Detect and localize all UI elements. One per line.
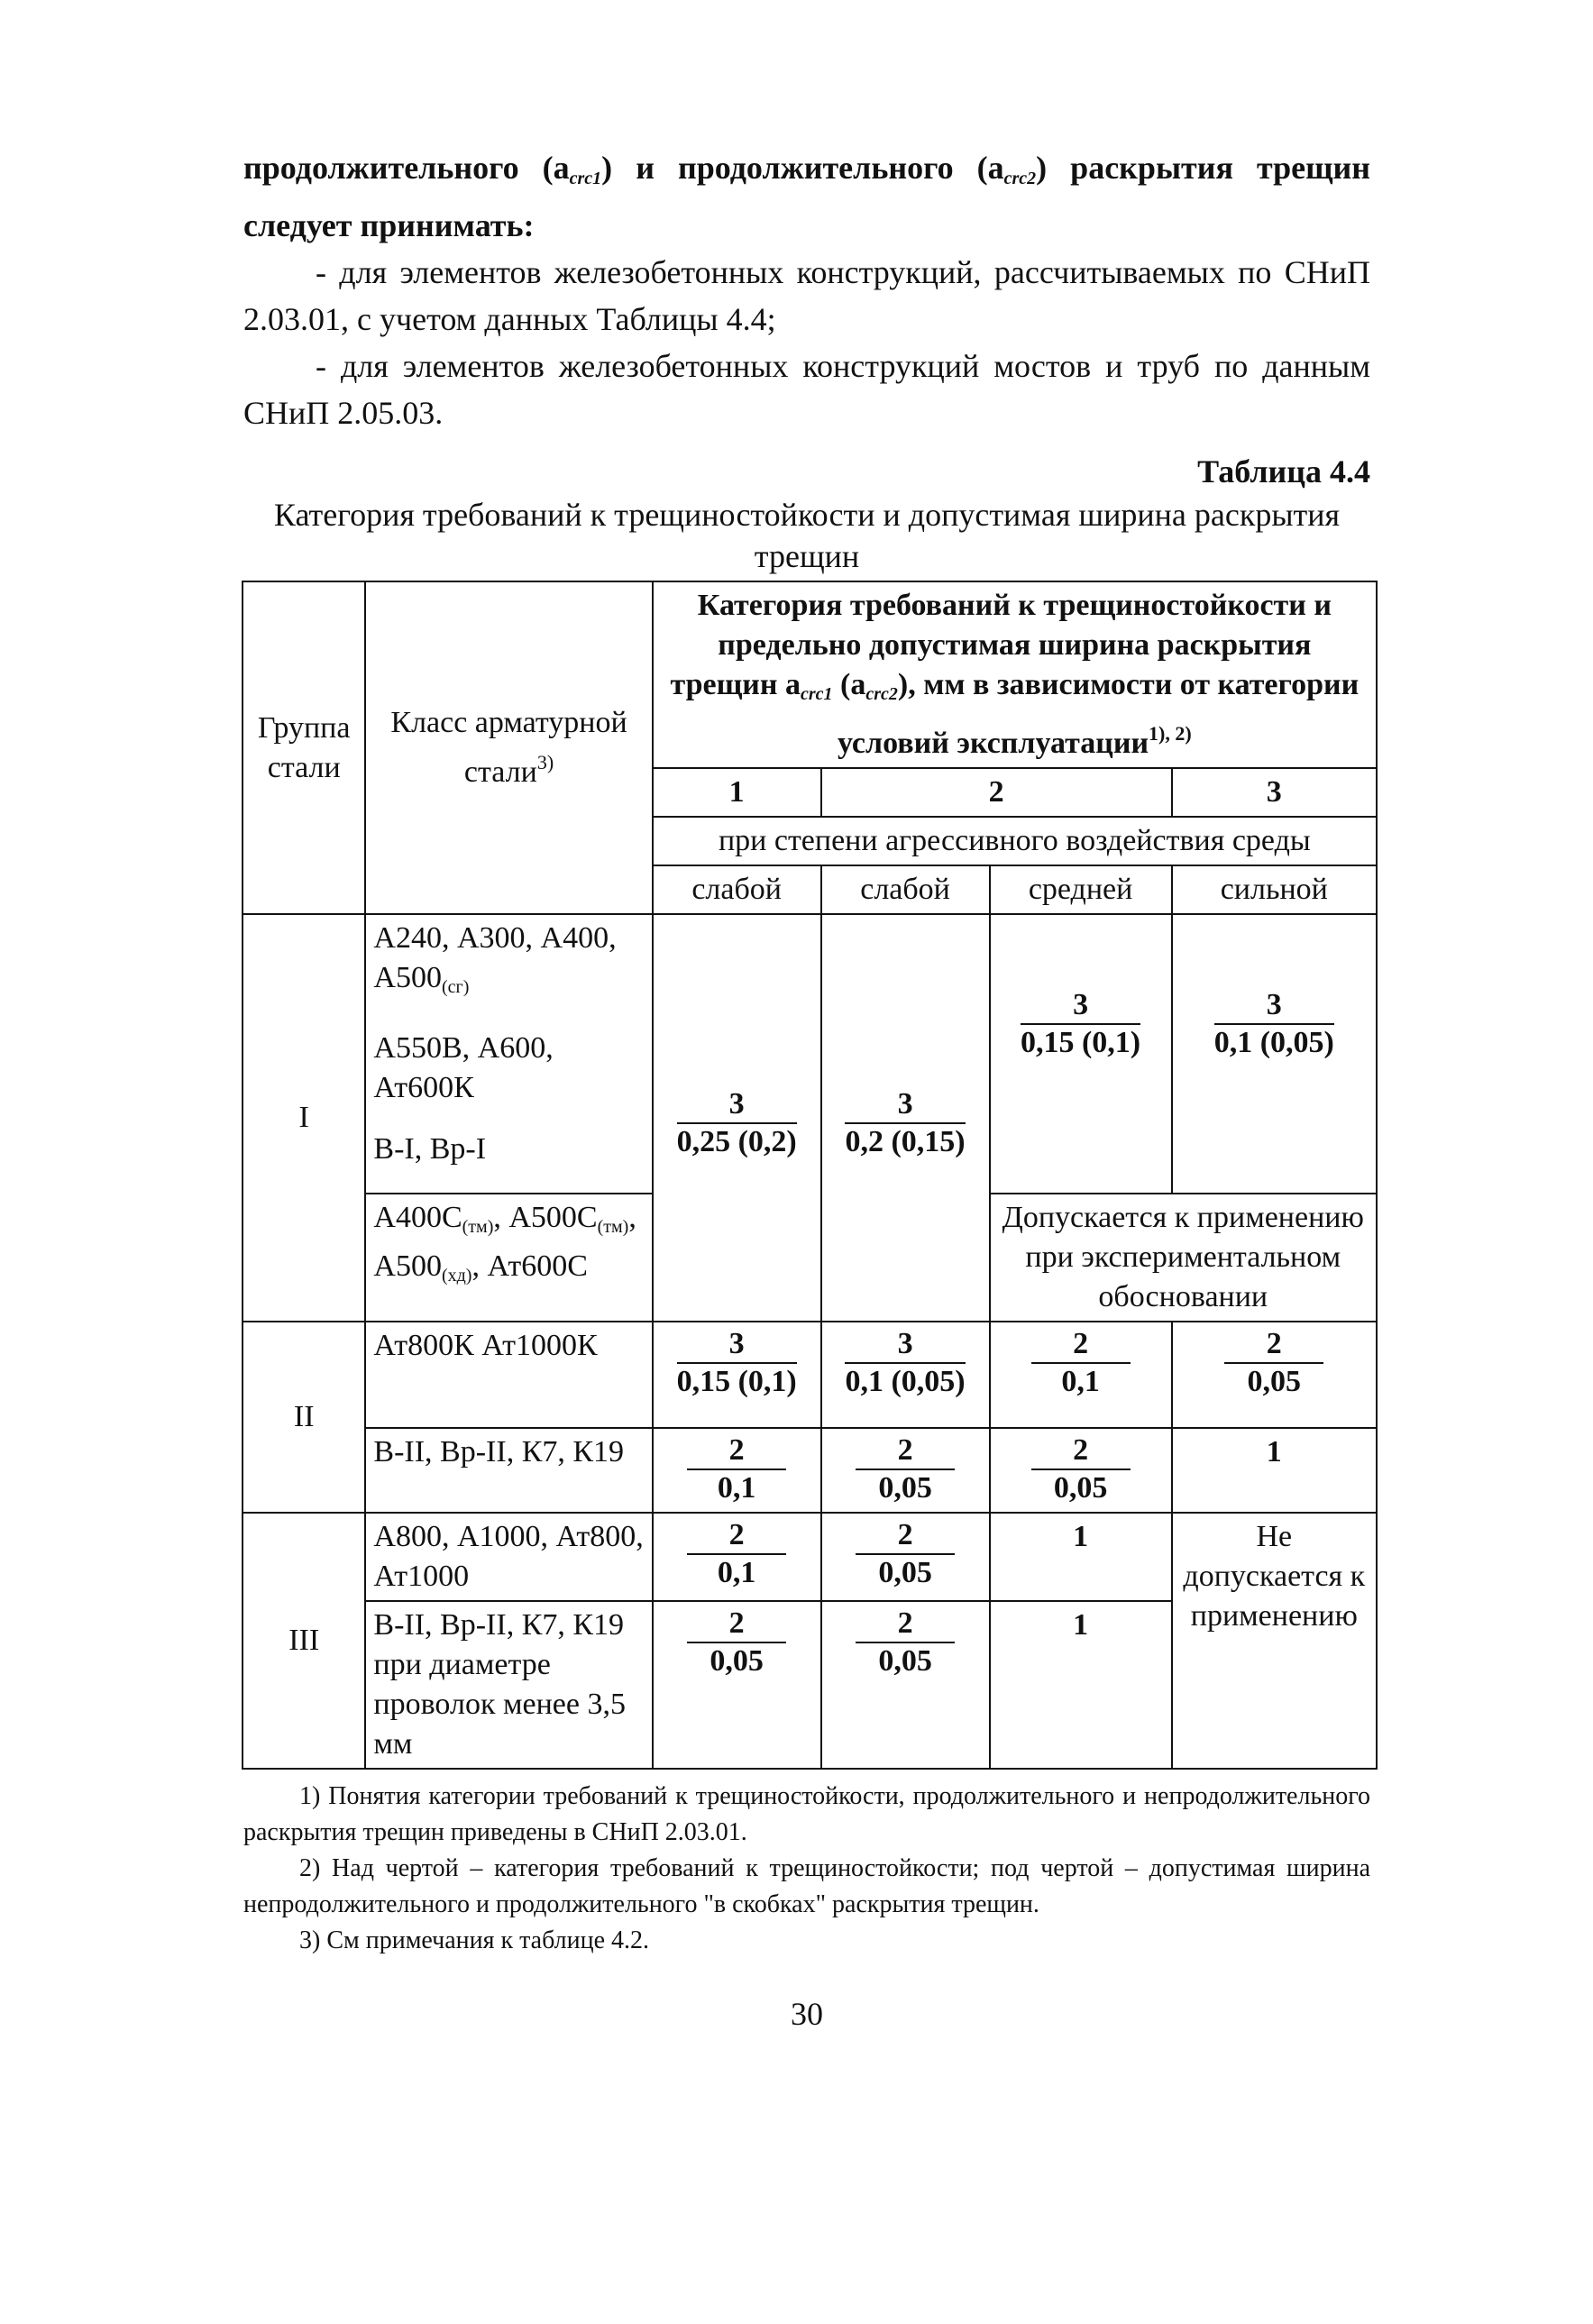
class-item xyxy=(373,919,644,1007)
condition-1: 1 xyxy=(653,768,821,817)
fraction xyxy=(687,1432,786,1506)
fraction-numerator: 2 xyxy=(687,1432,786,1470)
value-cell xyxy=(821,914,990,1322)
table-row xyxy=(243,914,1377,1194)
header-steel-group: Группа стали xyxy=(243,581,365,914)
fraction-denominator: 0,05 xyxy=(878,1644,932,1678)
subscript: (хд) xyxy=(441,1266,472,1286)
fraction-denominator: 0,05 xyxy=(1247,1365,1302,1398)
table-label: Таблица 4.4 xyxy=(1197,453,1370,490)
fraction xyxy=(856,1517,955,1591)
intro-paragraph xyxy=(243,144,1370,249)
subscript: crc2 xyxy=(865,684,898,704)
fraction-numerator: 3 xyxy=(845,1326,965,1364)
fraction xyxy=(1031,1432,1131,1506)
fraction-denominator: 0,05 xyxy=(1053,1471,1108,1505)
degree-1: слабой xyxy=(653,865,821,914)
value-cell xyxy=(990,914,1172,1194)
aggression-header: при степени агрессивного воздействия среды xyxy=(653,817,1377,865)
subscript: (сг) xyxy=(441,977,470,997)
fraction xyxy=(677,1326,797,1400)
table-row xyxy=(243,1513,1377,1601)
value-cell: 1 xyxy=(990,1601,1172,1769)
header-category-text: Категория требований к трещиностойкости и предельно допустимая ширина раскрытия трещин a xyxy=(670,589,1332,701)
fraction-numerator: 2 xyxy=(1224,1326,1323,1364)
fraction xyxy=(1021,987,1140,1061)
not-allowed-cell: Не допускается к применению xyxy=(1172,1513,1377,1769)
intro-text-part: продолжительного (a xyxy=(243,150,570,186)
fraction-denominator: 0,05 xyxy=(710,1644,764,1678)
degree-3: средней xyxy=(990,865,1172,914)
fraction-denominator: 0,2 (0,15) xyxy=(845,1125,966,1158)
fraction xyxy=(687,1517,786,1591)
fraction-numerator: 3 xyxy=(677,1326,797,1364)
value-cell xyxy=(1172,914,1377,1194)
value-cell xyxy=(653,1601,821,1769)
class-text: А240, А300, А400, А500 xyxy=(373,921,617,994)
fraction xyxy=(845,1086,965,1160)
header-category-text: ), мм в зависимости от категории условий эксплуатации xyxy=(837,668,1360,760)
header-category-text: (a xyxy=(832,668,866,701)
class-item: А550В, А600, Ат600К xyxy=(373,1031,554,1104)
value-cell: 1 xyxy=(990,1513,1172,1601)
document-page xyxy=(243,144,1370,2033)
value-cell xyxy=(653,1428,821,1513)
intro-item-2: - для элементов железобетонных конструкций мостов и труб по данным СНиП 2.05.03. xyxy=(243,348,1370,431)
class-cell: А800, А1000, Ат800, Ат1000 xyxy=(365,1513,652,1601)
subscript: (тм) xyxy=(597,1217,629,1237)
fraction-denominator: 0,1 xyxy=(717,1556,756,1589)
fraction-numerator: 2 xyxy=(856,1517,955,1555)
table-row xyxy=(243,1322,1377,1428)
condition-3: 3 xyxy=(1172,768,1377,817)
fraction-numerator: 3 xyxy=(1214,987,1334,1025)
fraction xyxy=(1224,1326,1323,1400)
class-cell: В-II, Вр-II, К7, К19 при диаметре проволок менее 3,5 мм xyxy=(365,1601,652,1769)
fraction-denominator: 0,15 (0,1) xyxy=(676,1365,797,1398)
fraction xyxy=(677,1086,797,1160)
fraction-numerator: 3 xyxy=(1021,987,1140,1025)
table-header-row xyxy=(243,581,1377,768)
fraction-denominator: 0,25 (0,2) xyxy=(676,1125,797,1158)
value-cell xyxy=(821,1513,990,1601)
fraction-numerator: 3 xyxy=(677,1086,797,1124)
page-number: 30 xyxy=(791,1996,823,2032)
fraction-numerator: 2 xyxy=(1031,1432,1131,1470)
table-caption: Категория требований к трещиностойкости и допустимая ширина раскрытия трещин xyxy=(273,497,1341,574)
superscript: 1), 2) xyxy=(1149,722,1192,745)
subscript: crc2 xyxy=(1003,169,1037,188)
class-cell: Ат800К Ат1000К xyxy=(365,1322,652,1428)
degree-4: сильной xyxy=(1172,865,1377,914)
fraction-denominator: 0,1 xyxy=(717,1471,756,1505)
table-footnotes xyxy=(243,1779,1370,1959)
fraction-denominator: 0,1 (0,05) xyxy=(845,1365,966,1398)
class-text: А400С xyxy=(373,1201,462,1234)
group-cell: III xyxy=(243,1513,365,1769)
fraction-denominator: 0,05 xyxy=(878,1556,932,1589)
fraction xyxy=(1214,987,1334,1061)
header-rebar-class-text: Класс арматурной стали xyxy=(390,706,627,789)
intro-text xyxy=(243,144,1370,436)
footnote-1: 1) Понятия категории требований к трещиностойкости, продолжительного и непродолжительного раскрытия трещин приведены в СНиП 2.03.01. xyxy=(243,1782,1370,1846)
group-cell: I xyxy=(243,914,365,1322)
class-cell xyxy=(365,1194,652,1322)
note-cell: Допускается к применению при экспериментальном обосновании xyxy=(990,1194,1377,1322)
condition-2: 2 xyxy=(821,768,1172,817)
fraction-numerator: 2 xyxy=(1031,1326,1131,1364)
superscript: 3) xyxy=(536,751,554,773)
value-cell xyxy=(653,1322,821,1428)
fraction-denominator: 0,05 xyxy=(878,1471,932,1505)
intro-text-part: ) и продолжительного (a xyxy=(601,150,1004,186)
header-category xyxy=(653,581,1377,768)
value-cell xyxy=(653,914,821,1322)
fraction-numerator: 2 xyxy=(856,1606,955,1643)
fraction-numerator: 2 xyxy=(687,1606,786,1643)
fraction-numerator: 2 xyxy=(687,1517,786,1555)
class-text: , А500С xyxy=(493,1201,598,1234)
value-cell xyxy=(1172,1322,1377,1428)
class-text: , Ат600С xyxy=(471,1249,588,1283)
header-rebar-class xyxy=(365,581,652,914)
fraction xyxy=(1031,1326,1131,1400)
intro-item-1: - для элементов железобетонных конструкций, рассчитываемых по СНиП 2.03.01, с учетом данных Таблицы 4.4; xyxy=(243,254,1370,337)
class-cell: В-II, Вр-II, К7, К19 xyxy=(365,1428,652,1513)
fraction-numerator: 2 xyxy=(856,1432,955,1470)
value-cell xyxy=(821,1428,990,1513)
crack-resistance-table xyxy=(242,581,1378,1770)
value-cell xyxy=(821,1601,990,1769)
footnote-3: 3) См примечания к таблице 4.2. xyxy=(299,1926,650,1954)
fraction xyxy=(856,1432,955,1506)
group-cell: II xyxy=(243,1322,365,1513)
footnote-2: 2) Над чертой – категория требований к трещиностойкости; под чертой – допустимая ширина непродолжительного и продолжительного "в скобках" раскрытия трещин. xyxy=(243,1854,1370,1918)
fraction xyxy=(687,1606,786,1679)
value-cell xyxy=(653,1513,821,1601)
intro-text-part: ) раскрытия трещин следует принимать: xyxy=(243,150,1370,243)
table-row xyxy=(243,1428,1377,1513)
value-cell xyxy=(821,1322,990,1428)
value-cell: 1 xyxy=(1172,1428,1377,1513)
fraction-numerator: 3 xyxy=(845,1086,965,1124)
subscript: (тм) xyxy=(462,1217,494,1237)
subscript: crc1 xyxy=(569,169,602,188)
value-cell xyxy=(990,1428,1172,1513)
value-cell xyxy=(990,1322,1172,1428)
fraction-denominator: 0,1 (0,05) xyxy=(1213,1026,1334,1059)
degree-2: слабой xyxy=(821,865,990,914)
class-item: В-I, Вр-I xyxy=(373,1132,487,1166)
class-cell xyxy=(365,914,652,1194)
class-text: , А500 xyxy=(373,1201,636,1283)
fraction xyxy=(856,1606,955,1679)
subscript: crc1 xyxy=(800,684,833,704)
fraction xyxy=(845,1326,965,1400)
fraction-denominator: 0,15 (0,1) xyxy=(1020,1026,1141,1059)
fraction-denominator: 0,1 xyxy=(1061,1365,1100,1398)
